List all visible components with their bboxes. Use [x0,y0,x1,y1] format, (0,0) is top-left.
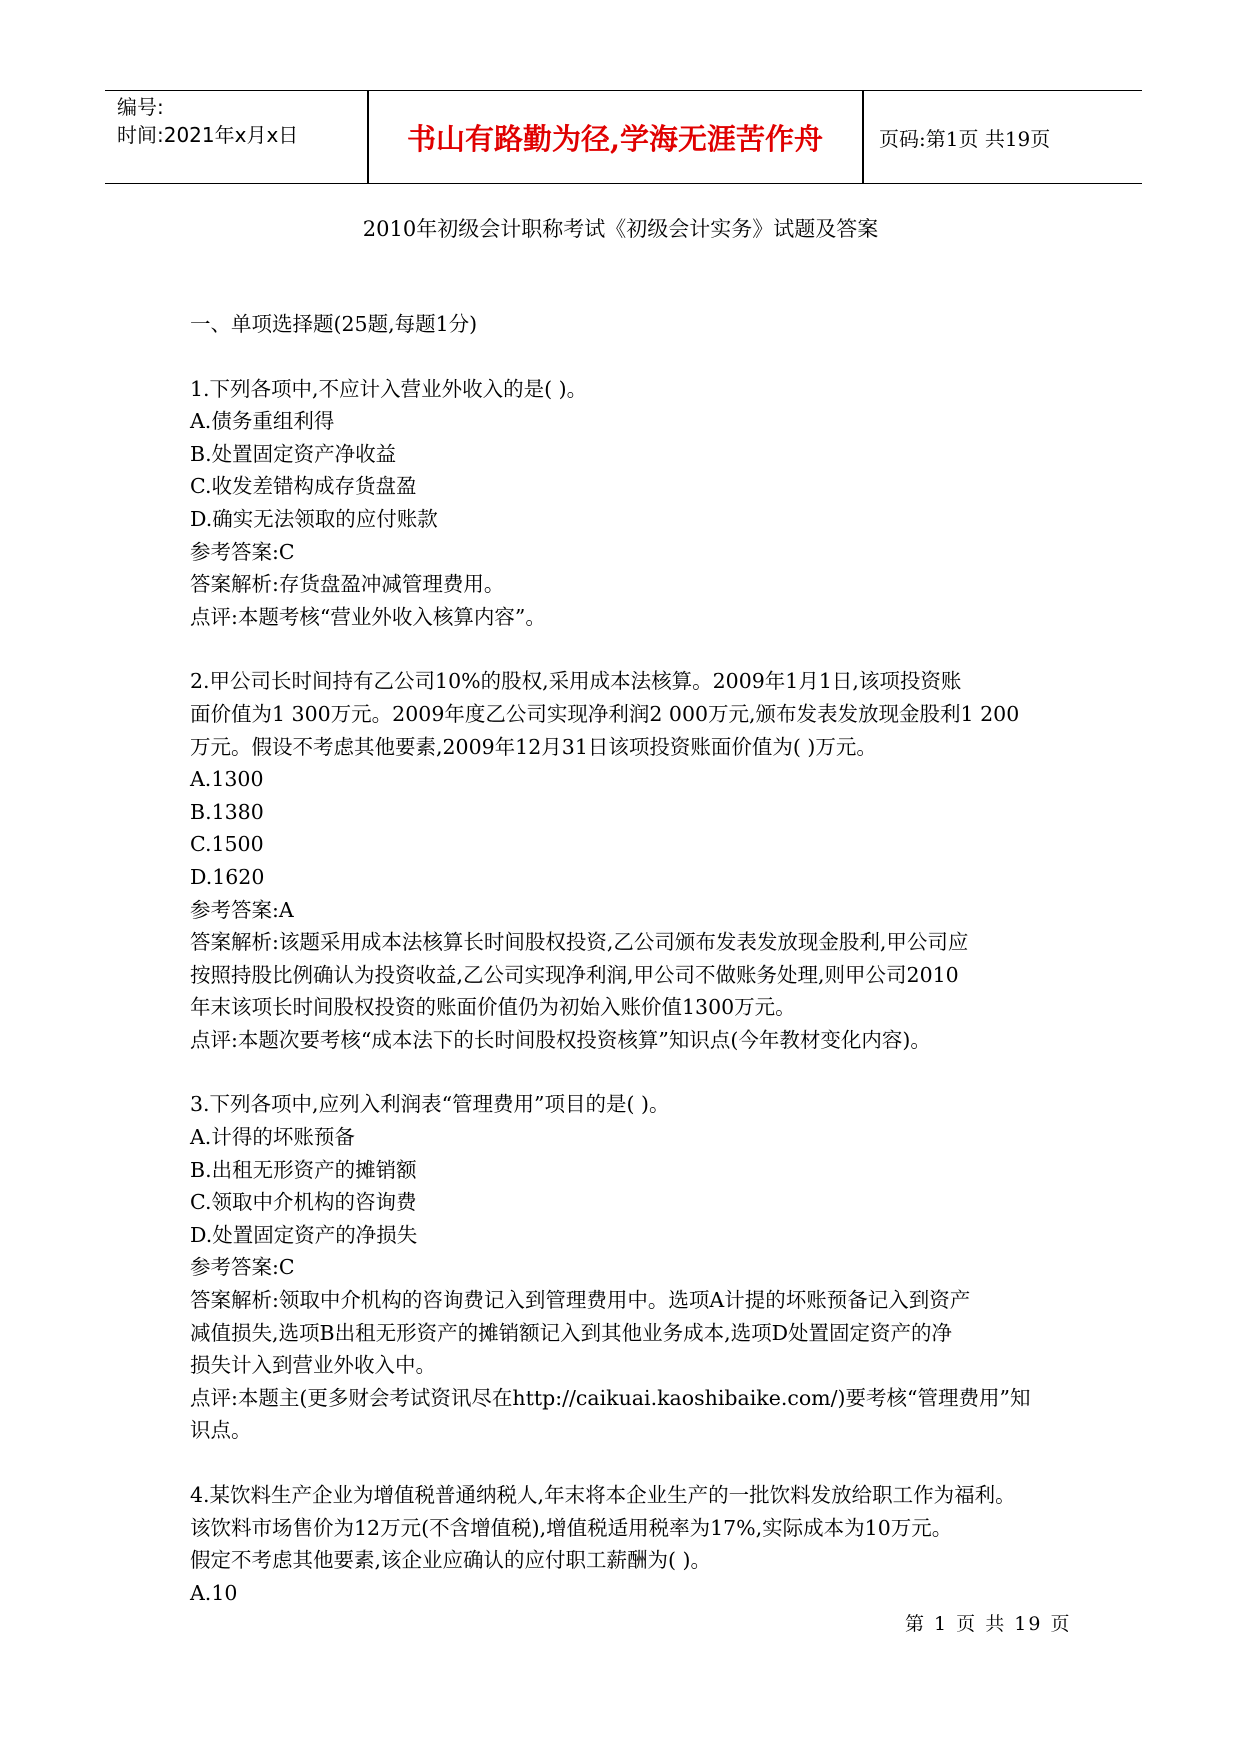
question-stem: 1.下列各项中,不应计入营业外收入的是( )。 [190,376,588,401]
option-c: C.领取中介机构的咨询费 [190,1190,417,1215]
question-stem-line: 假定不考虑其他要素,该企业应确认的应付职工薪酬为( )。 [190,1548,712,1573]
option-c: C.收发差错构成存货盘盈 [190,474,417,499]
header-motto: 书山有路勤为径,学海无涯苦作舟 [406,121,824,156]
answer-analysis-line: 答案解析:该题采用成本法核算长时间股权投资,乙公司颁布发表发放现金股利,甲公司应 [190,930,969,955]
document-body [190,308,1070,1609]
option-d: D.确实无法领取的应付账款 [190,506,438,531]
question-4 [190,1479,1070,1609]
header-divider [862,91,864,183]
question-3 [190,1088,1070,1447]
header-divider [367,91,369,183]
option-d: D.1620 [190,864,265,889]
question-stem-line: 万元。假设不考虑其他要素,2009年12月31日该项投资账面价值为( )万元。 [190,734,877,759]
answer-analysis-line: 损失计入到营业外收入中。 [190,1353,436,1378]
answer-analysis-line: 减值损失,选项B出租无形资产的摊销额记入到其他业务成本,选项D处置固定资产的净 [190,1320,953,1345]
option-a: A.1300 [190,767,264,792]
option-b: B.出租无形资产的摊销额 [190,1157,417,1182]
header-page-info: 页码:第1页 共19页 [879,126,1051,151]
option-a: A.债务重组利得 [190,409,335,434]
comment: 点评:本题考核“营业外收入核算内容”。 [190,604,546,629]
header-meta [117,93,298,149]
page-footer: 第 1 页 共 19 页 [905,1613,1072,1635]
answer-analysis: 答案解析:存货盘盈冲减管理费用。 [190,572,505,597]
page-header [105,90,1142,184]
document-title: 2010年初级会计职称考试《初级会计实务》试题及答案 [362,217,879,241]
answer-analysis-line: 答案解析:领取中介机构的咨询费记入到管理费用中。选项A计提的坏账预备记入到资产 [190,1288,971,1313]
section-heading: 一、单项选择题(25题,每题1分) [190,312,478,336]
question-stem-line: 面价值为1 300万元。2009年度乙公司实现净利润2 000万元,颁布发表发放现金股利1 200 [190,701,1020,726]
option-c: C.1500 [190,832,264,857]
question-1 [190,373,1070,634]
serial-label: 编号: [117,95,164,119]
answer-analysis-line: 年末该项长时间股权投资的账面价值仍为初始入账价值1300万元。 [190,995,796,1020]
question-stem-line: 该饮料市场售价为12万元(不含增值税),增值税适用税率为17%,实际成本为10万元。 [190,1515,953,1540]
question-stem-line: 2.甲公司长时间持有乙公司10%的股权,采用成本法核算。2009年1月1日,该项投资账 [190,669,962,694]
question-stem-line: 4.某饮料生产企业为增值税普通纳税人,年末将本企业生产的一批饮料发放给职工作为福利。 [190,1483,1016,1507]
reference-answer: 参考答案:C [190,539,295,564]
option-a: A.计得的坏账预备 [190,1125,355,1150]
reference-answer: 参考答案:A [190,897,294,922]
reference-answer: 参考答案:C [190,1255,295,1280]
comment-line: 点评:本题主(更多财会考试资讯尽在http://caikuai.kaoshibaike.com/)要考核“管理费用”知 [190,1385,1031,1410]
comment: 点评:本题次要考核“成本法下的长时间股权投资核算”知识点(今年教材变化内容)。 [190,1027,931,1052]
question-2 [190,665,1070,1056]
option-a: A.10 [190,1580,238,1605]
date-line: 时间:2021年x月x日 [117,123,299,147]
comment-line: 识点。 [190,1418,252,1443]
answer-analysis-line: 按照持股比例确认为投资收益,乙公司实现净利润,甲公司不做账务处理,则甲公司2010 [190,962,959,987]
option-b: B.处置固定资产净收益 [190,441,397,466]
option-d: D.处置固定资产的净损失 [190,1222,418,1247]
option-b: B.1380 [190,799,264,824]
question-stem: 3.下列各项中,应列入利润表“管理费用”项目的是( )。 [190,1092,670,1117]
